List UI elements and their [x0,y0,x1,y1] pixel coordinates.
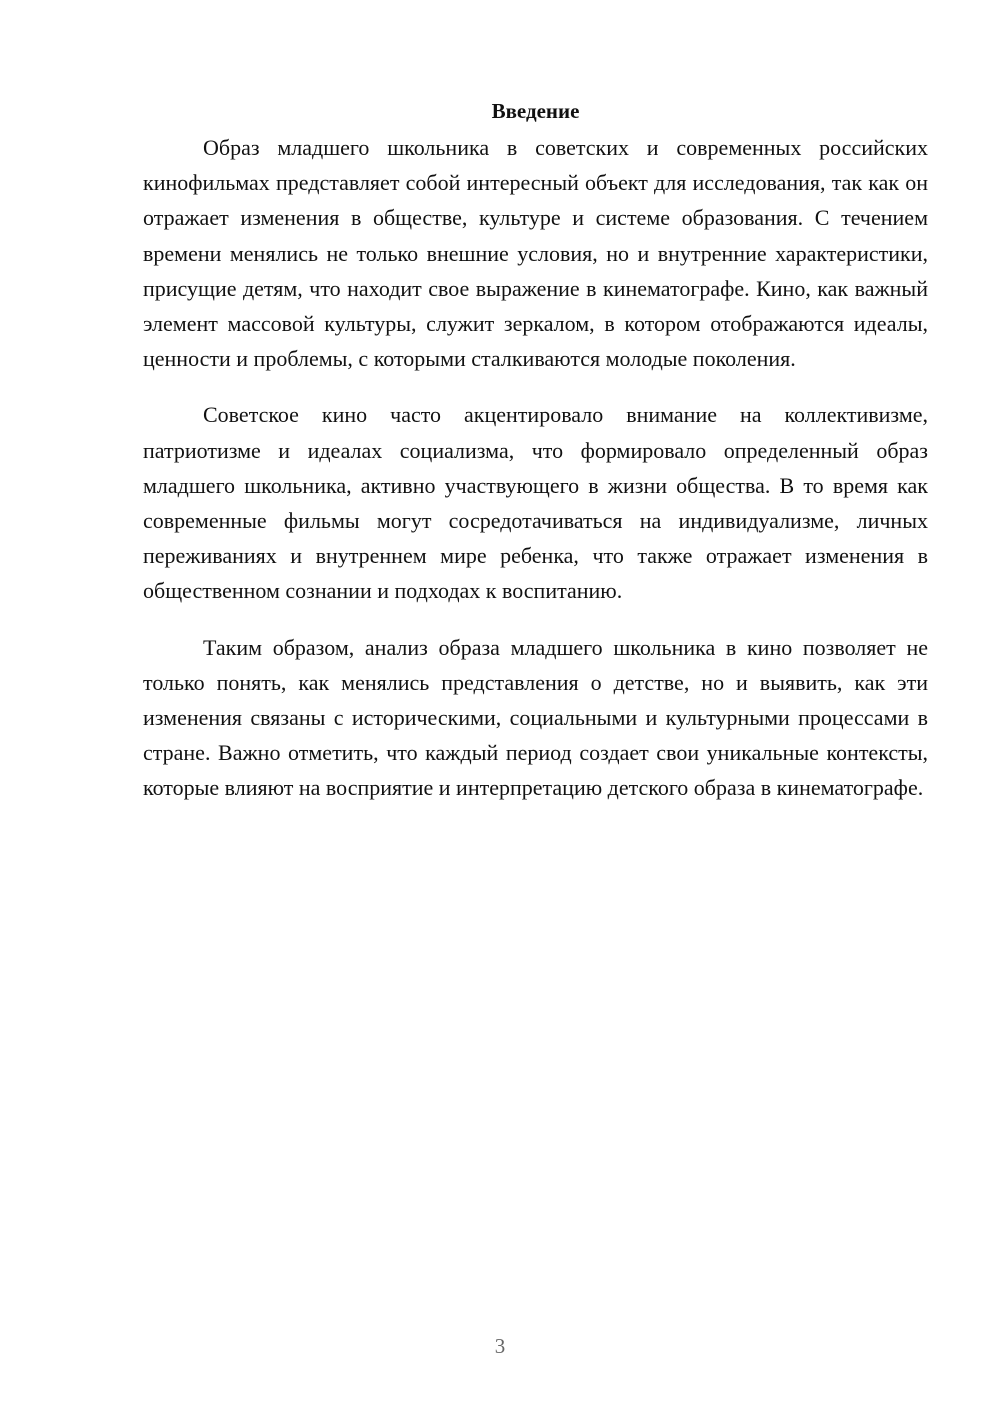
paragraph-1: Образ младшего школьника в советских и современных российских кинофильмах представляет собой интересный объект для исследования, так как он отражает изменения в обществе, культуре и системе образования. С течением времени менялись не только внешние условия, но и внутренние характеристики, присущие детям, что находит свое выражение в кинематографе. Кино, как важный элемент массовой культуры, служит зеркалом, в котором отображаются идеалы, ценности и проблемы, с которыми сталкиваются молодые поколения. [143,135,928,372]
paragraph-2: Советское кино часто акцентировало внимание на коллективизме, патриотизме и идеалах социализма, что формировало определенный образ младшего школьника, активно участвующего в жизни общества. В то время как современные фильмы могут сосредотачиваться на индивидуализме, личных переживаниях и внутреннем мире ребенка, что также отражает изменения в общественном сознании и подходах к воспитанию. [143,402,928,604]
page-content [143,96,928,827]
paragraph-3: Таким образом, анализ образа младшего школьника в кино позволяет не только понять, как менялись представления о детстве, но и выявить, как эти изменения связаны с историческими, социальными и культурными процессами в стране. Важно отметить, что каждый период создает свои уникальные контексты, которые влияют на восприятие и интерпретацию детского образа в кинематографе. [143,634,928,801]
section-title: Введение [491,99,580,123]
page-number: 3 [494,1334,506,1358]
